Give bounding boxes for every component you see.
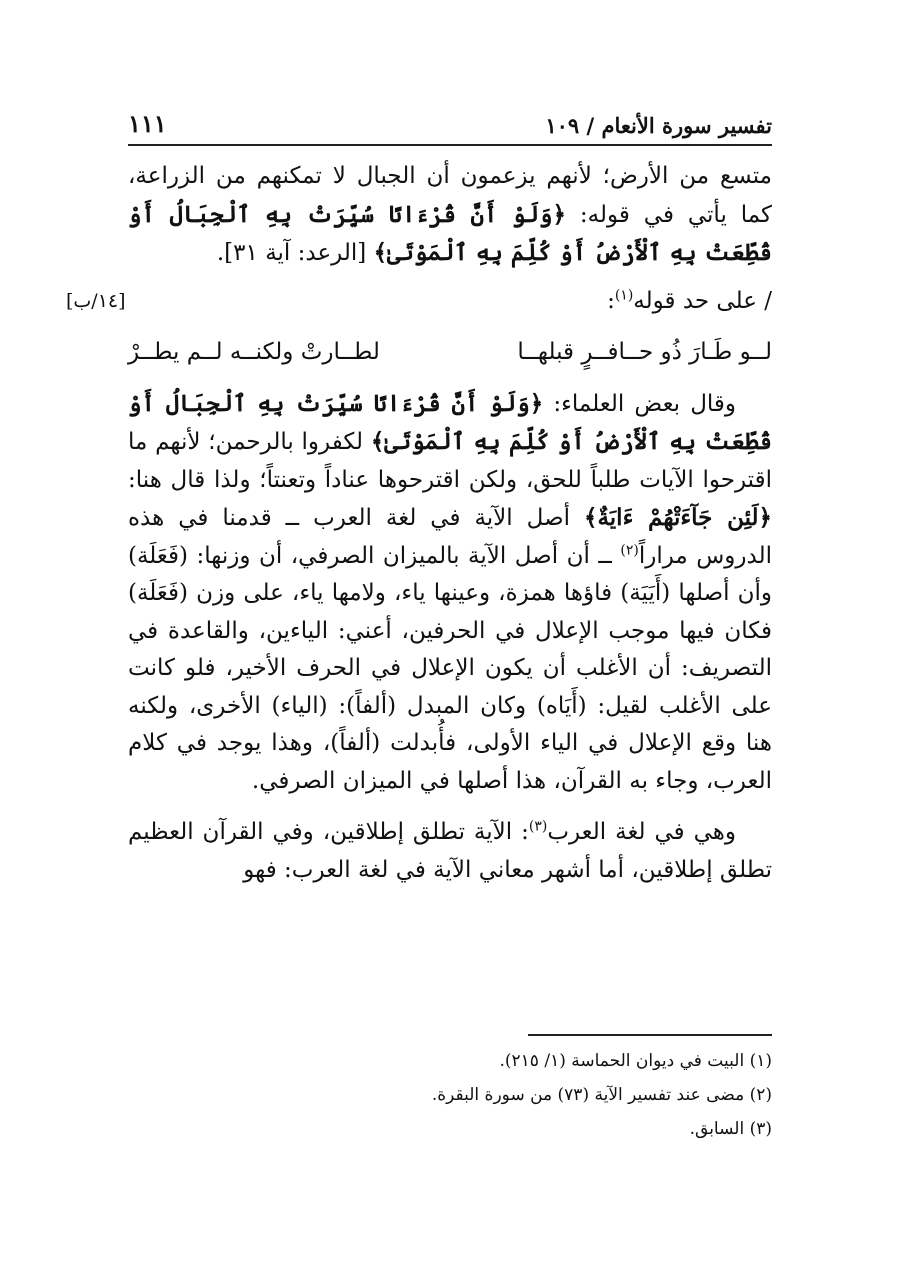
quote-intro-row xyxy=(66,283,772,323)
paragraph-1 xyxy=(128,158,772,273)
main-text xyxy=(66,158,773,889)
quran-verse-raad-31: ﴿وَلَوْ أَنَّ قُرْءَانًا سُيِّرَتْ بِهِ ٱلْجِبَالُ أَوْ قُطِّعَتْ بِهِ ٱلْأَرْضُ أَوْ كُلِّمَ بِهِ ٱلْمَوْتَىٰ﴾ xyxy=(128,200,772,266)
quran-verse-anam-109: ﴿لَئِن جَآءَتْهُمْ ءَايَةٌ﴾ xyxy=(583,504,772,531)
footnotes xyxy=(128,1044,772,1146)
footnote-ref-2[interactable]: (٢) xyxy=(620,541,639,558)
verse-first-hemistich: لــو طَـارَ ذُو حــافــرٍ قبلهــا xyxy=(517,338,772,365)
footnote-ref-1[interactable]: (١) xyxy=(614,286,634,303)
verse-second-hemistich: لطــارتْ ولكنــه لــم يطــرْ xyxy=(128,338,380,365)
quran-verse-repeat: ﴿وَلَوْ أَنَّ قُرْءَانًا سُيِّرَتْ بِهِ ٱلْجِبَالُ أَوْ قُطِّعَتْ بِهِ ٱلْأَرْضُ أَوْ كُلِّمَ بِهِ ٱلْمَوْتَىٰ﴾ xyxy=(128,389,772,455)
paragraph-4: وهي في لغة العرب$^{(٣)}$: الآية تطلق إطلاقين، وفي القرآن العظيم تطلق إطلاقين، أما أشهر معاني الآية في لغة العرب: فهو xyxy=(128,818,772,883)
page-number: ١١١ xyxy=(128,109,167,138)
running-header xyxy=(128,104,772,146)
footnote-3: (٣) السابق. xyxy=(689,1119,772,1139)
poetry-verse xyxy=(128,333,772,371)
footnote-1: (١) البيت في ديوان الحماسة (١/ ٢١٥). xyxy=(499,1051,772,1071)
paragraph-1-text: متسع من الأرض؛ لأنهم يزعمون أن الجبال لا تمكنهم من الزراعة، كما يأتي في قوله: xyxy=(128,163,773,228)
verse-reference: [الرعد: آية ٣١]. xyxy=(216,240,374,266)
manuscript-folio-ref: [١٤/ب] xyxy=(66,289,126,312)
quote-intro: / على حد قوله$^{(١)}$: xyxy=(607,286,772,314)
footnote-ref-3[interactable]: (٣) xyxy=(528,818,548,835)
footnote-2: (٢) مضى عند تفسير الآية (٧٣) من سورة البقرة. xyxy=(431,1085,772,1105)
header-title: تفسير سورة الأنعام / ١٠٩ xyxy=(545,113,772,138)
paragraph-3: وقال بعض العلماء: ﴿وَلَوْ أَنَّ قُرْءَانًا سُيِّرَتْ بِهِ ٱلْجِبَالُ أَوْ قُطِّعَتْ بِهِ ٱلْأَرْضُ أَوْ كُلِّمَ بِهِ ٱلْمَوْتَىٰ﴾ لكفروا بالرحمن؛ لأنهم ما اقترحوا الآيات طلباً للحق، ولكن اقترحوها عناداً وتعنتاً؛ ولذا قال هنا: ﴿لَئِن جَآءَتْهُمْ ءَايَةٌ﴾ أصل الآية في لغة العرب ــ قدمنا في هذه الدروس مراراً$^{(٢)}$ ــ أن أصل الآية بالميزان الصرفي، أن وزنها: (فَعَلَة) وأن أصلها (أَيَيَة) فاؤها همزة، وعينها ياء، ولامها ياء، على وزن (فَعَلَة) فكان فيها موجب الإعلال في الحرفين، أعني: الياءين، والقاعدة في التصريف: أن الأغلب أن يكون الإعلال في الحرف الأخير، فلو كانت على الأغلب لقيل: (أَيَاه) وكان المبدل (ألفاً): (الياء) الأخرى، ولكنه هنا وقع الإعلال في الياء الأولى، فأُبدلت (ألفاً)، وهذا يوجد في كلام العرب، وجاء به القرآن، هذا أصلها في الميزان الصرفي. xyxy=(128,389,772,794)
footnote-separator xyxy=(528,1034,772,1036)
